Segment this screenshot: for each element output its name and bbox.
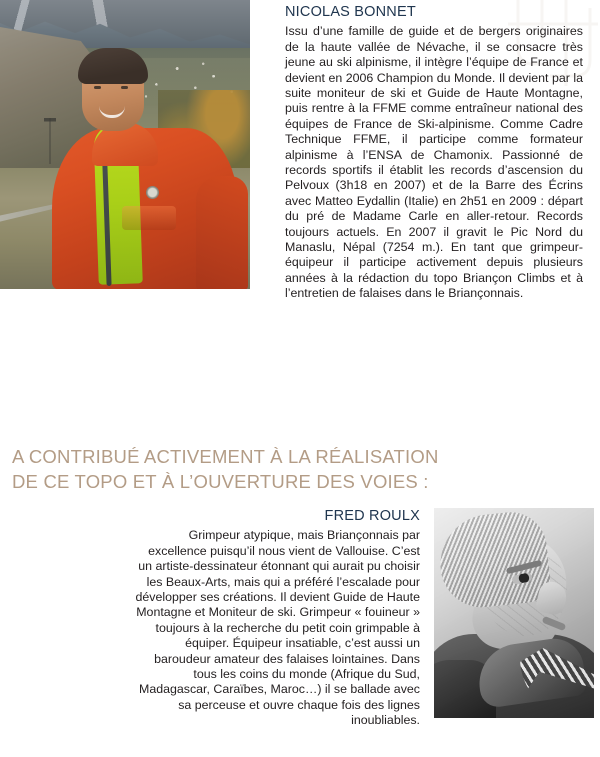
bio-block-nicolas-bonnet: [285, 4, 583, 302]
bio-block-fred-roulx: [132, 508, 420, 729]
photo-hair: [78, 48, 148, 84]
photo-right-arm: [196, 176, 248, 289]
photo-power-pole: [44, 118, 56, 164]
photo-nicolas-bonnet: [0, 0, 250, 289]
bio-text-fred-roulx: Grimpeur atypique, mais Briançonnais par excellence puisqu’il nous vient de Vallouise. C’est un artiste-dessinateur étonnant qui aurait pu choisir les Beaux-Arts, mais qui a préféré l’escalade pour développer ses créations. Il devient Guide de Haute Montagne et Moniteur de ski. Grimpeur « fouineur » toujours à la recherche du petit coin grimpable à équiper. Équipeur insatiable, c’est aussi un baroudeur amateur des falaises lointaines. Dans tous les coins du monde (Afrique du Sud, Madagascar, Caraïbes, Maroc…) il se ballade avec sa perceuse et ouvre chaque fois des lignes inoubliables.: [135, 528, 420, 728]
photo-right-eye: [121, 86, 128, 89]
photo-left-eye: [94, 86, 101, 89]
photo-jacket-pocket: [122, 206, 176, 230]
contribution-heading-line-2: DE CE TOPO ET À L’OUVERTURE DES VOIES :: [12, 471, 429, 492]
photo-fred-roulx: [434, 508, 594, 718]
person-name-nicolas-bonnet: NICOLAS BONNET: [285, 4, 416, 20]
photo-jacket-badge: [146, 186, 159, 199]
bio-text-nicolas-bonnet: Issu d’une famille de guide et de bergers originaires de la haute vallée de Névache, il se consacre très jeune au ski alpinisme, il intègre l’équipe de France et devient en 2006 Champion du Monde. Il devient par la suite moniteur de ski et Guide de Haute Montagne, puis rentre à la FFME comme entraîneur national des équipes de France de Ski-alpinisme. Comme Cadre Technique FFME, il participe comme formateur alpinisme à l’ENSA de Chamonix. Passionné de records sportifs il établit les records d’ascension du Pelvoux (3h18 en 2007) et de la Barre des Écrins avec Matteo Eydallin (Italie) en 2h51 en 2009 : départ du pré de Madame Carle en aller-retour. Records toujours actuels. En 2007 il gravit le Pic Nord du Manaslu, Népal (7254 m.). En tant que grimpeur-équipeur il participe activement depuis plusieurs années à la rédaction du topo Briançon Climbs et à l’entretien de falaises dans le Briançonnais.: [285, 24, 583, 301]
contribution-heading: [12, 444, 472, 494]
contribution-heading-line-1: A CONTRIBUÉ ACTIVEMENT À LA RÉALISATION: [12, 446, 439, 467]
person-name-fred-roulx: FRED ROULX: [324, 508, 420, 524]
